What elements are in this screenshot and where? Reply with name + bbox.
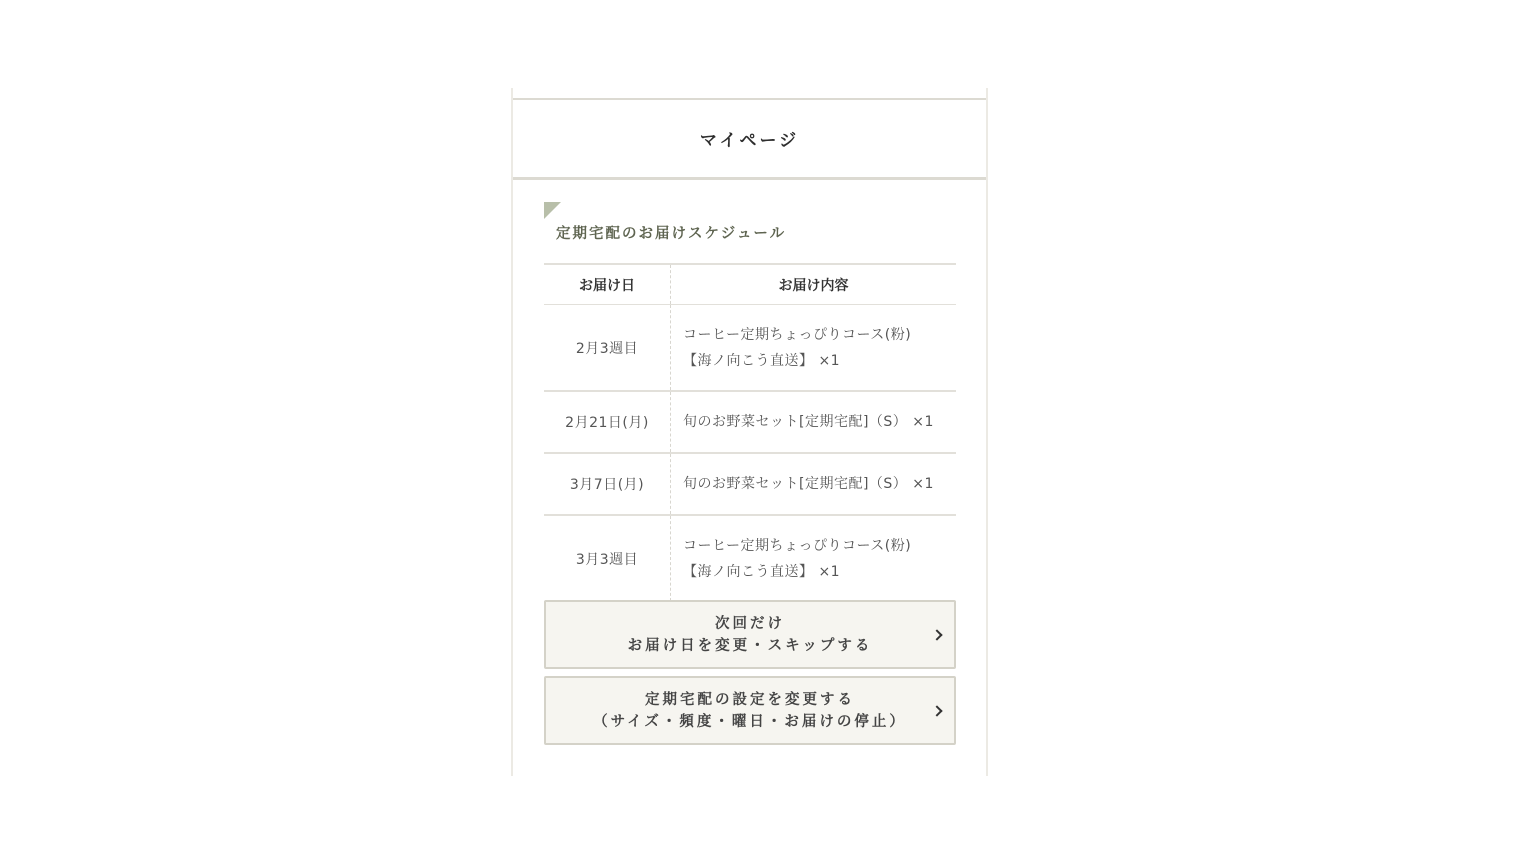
delivery-content [671, 305, 957, 392]
delivery-item-name: コーヒー定期ちょっぴりコース(粉) [683, 326, 912, 343]
delivery-item-name: コーヒー定期ちょっぴりコース(粉) [683, 537, 912, 554]
table-header-row [544, 264, 956, 305]
skip-next-delivery-button[interactable] [544, 600, 956, 669]
delivery-item-name: 旬のお野菜セット[定期宅配]（S） ×1 [683, 476, 934, 492]
delivery-content [671, 515, 957, 602]
delivery-content [671, 453, 957, 515]
table-row [544, 391, 956, 453]
page-header [513, 98, 986, 180]
delivery-date: 3月3週目 [544, 515, 671, 602]
page-title: マイページ [699, 131, 800, 151]
delivery-date: 3月7日(月) [544, 453, 671, 515]
button-label-line2: （サイズ・頻度・曜日・お届けの停止） [593, 713, 907, 730]
delivery-item-name: 旬のお野菜セット[定期宅配]（S） ×1 [683, 414, 934, 430]
delivery-item-detail: 【海ノ向こう直送】 ×1 [683, 563, 841, 580]
column-header-date: お届け日 [544, 264, 671, 305]
delivery-date: 2月21日(月) [544, 391, 671, 453]
delivery-content [671, 391, 957, 453]
section-title: 定期宅配のお届けスケジュール [556, 226, 787, 242]
table-row [544, 453, 956, 515]
delivery-item-detail: 【海ノ向こう直送】 ×1 [683, 352, 841, 369]
button-label-line2: お届け日を変更・スキップする [627, 637, 873, 654]
table-row [544, 515, 956, 602]
corner-marker-icon [544, 202, 561, 219]
delivery-date: 2月3週目 [544, 305, 671, 392]
column-header-content: お届け内容 [671, 264, 957, 305]
button-label-line1: 次回だけ [715, 615, 785, 632]
chevron-right-icon [931, 705, 942, 716]
mypage-panel [511, 88, 988, 776]
table-row [544, 305, 956, 392]
delivery-schedule-table [544, 263, 956, 603]
chevron-right-icon [931, 629, 942, 640]
change-subscription-settings-button[interactable] [544, 676, 956, 745]
button-label-line1: 定期宅配の設定を変更する [645, 691, 855, 708]
